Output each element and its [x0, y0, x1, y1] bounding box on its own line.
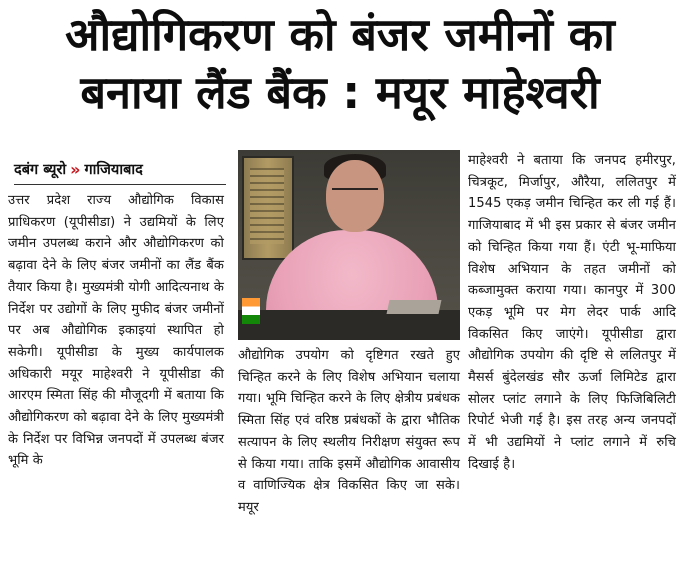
- headline-line-2: बनाया लैंड बैंक : मयूर माहेश्वरी: [80, 66, 600, 119]
- article-column-3: [468, 150, 676, 476]
- byline: [14, 158, 226, 180]
- column-2-text: औद्योगिक उपयोग को दृष्टिगत रखते हुए चिन्हित करने के लिए विशेष अभियान चलाया गया। भूमि चिन्हित करने के लिए क्षेत्रीय प्रबंधक स्मिता सिंह एवं वरिष्ठ प्रबंधकों के द्वारा भौतिक सत्यापन के लिए स्थलीय निरीक्षण संयुक्त रूप से किया गया। ताकि इसमें औद्योगिक आवासीय व वाणिज्यिक क्षेत्र विकसित किए जा सके। मयूर: [238, 348, 460, 515]
- byline-source: दबंग ब्यूरो: [14, 162, 67, 178]
- column-1-text: उत्तर प्रदेश राज्य औद्योगिक विकास प्राधिकरण (यूपीसीडा) ने उद्यमियों के लिए जमीन उपलब्ध कराने और औद्योगिकरण को बढ़ावा देने के लिए बंजर जमीनों का लैंड बैंक तैयार किया है। मुख्यमंत्री योगी आदित्यनाथ के निर्देश पर उद्योगों के लिए मुफीद बंजर जमीनों पर अब औद्योगिक इकाइयां स्थापित हो सकेगी। यूपीसीडा के मुख्य कार्यपालक अधिकारी मयूर माहेश्वरी ने यूपीसीडा की आरएम स्मिता सिंह की मौजूदगी में बताया कि औद्योगिकरण को बढ़ावा देने के लिए मुख्यमंत्री के निर्देश पर विभिन्न जनपदों में उपलब्ध बंजर भूमि के: [8, 193, 224, 469]
- flag-icon: [242, 298, 260, 324]
- headline-line-1: औद्योगिकरण को बंजर जमीनों का: [65, 8, 615, 61]
- portrait-photo: [238, 150, 460, 340]
- byline-location: गाजियाबाद: [84, 162, 143, 178]
- wall-plaque-icon: [242, 156, 294, 260]
- byline-arrow-icon: »: [70, 159, 81, 179]
- article-column-1: [8, 190, 224, 472]
- byline-divider: [14, 184, 226, 185]
- article-column-2: [238, 345, 460, 519]
- headline: [0, 6, 680, 122]
- column-3-text: माहेश्वरी ने बताया कि जनपद हमीरपुर, चित्रकूट, मिर्जापुर, औरैया, ललितपुर में 1545 एकड़ जमीन चिन्हित कर ली गई हैं। गाजियाबाद में भी इस प्रकार से बंजर जमीन को चिन्हित किया गया हैं। एंटी भू-माफिया विशेष अभियान के तहत जमीनों को कब्जामुक्त कराया गया। कानपुर में 300 एकड़ भूमि पर मेग लेदर पार्क आदि विकसित किए जाएंगे। यूपीसीडा द्वारा औद्योगिक उपयोग की दृष्टि से ललितपुर में मैसर्स बुंदेलखंड सौर ऊर्जा लिमिटेड द्वारा सोलर प्लांट लगाने के लिए फिजिबिलिटी रिपोर्ट भेजी गई है। इस तरह अन्य जनपदों में भी उद्यमियों ने प्लांट लगाने में रुचि दिखाई है।: [468, 153, 676, 472]
- spectacles-icon: [332, 188, 378, 199]
- desk: [238, 310, 460, 340]
- nameplate: [387, 300, 442, 314]
